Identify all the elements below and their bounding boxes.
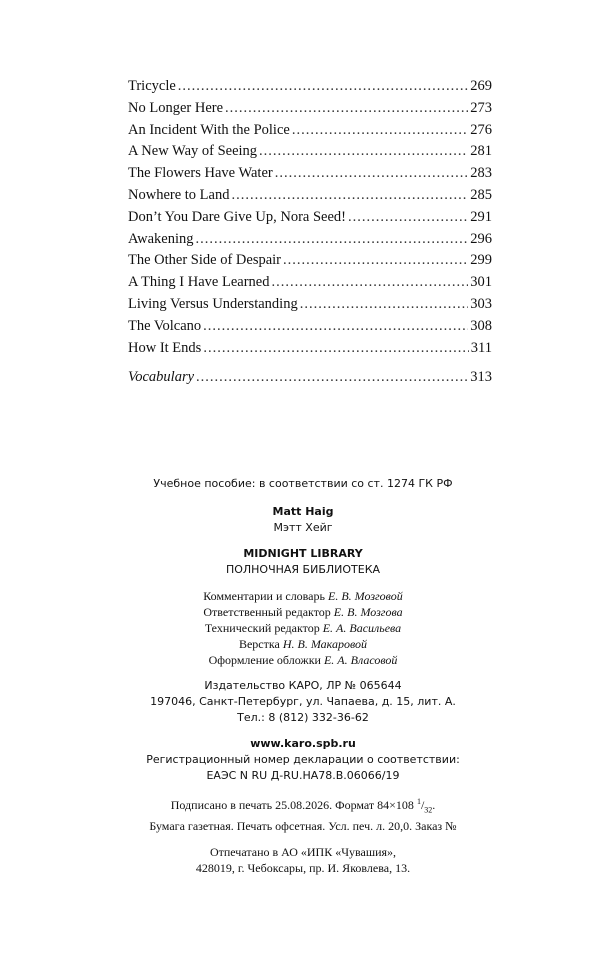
toc-entry-title: Vocabulary bbox=[128, 369, 195, 386]
toc-entry-title: The Flowers Have Water bbox=[128, 165, 273, 182]
toc-entry-page: 296 bbox=[470, 230, 492, 247]
author-en: Matt Haig bbox=[272, 505, 334, 518]
credit-role: Комментарии и словарь bbox=[203, 589, 325, 603]
printer-address: 428019, г. Чебоксары, пр. И. Яковлева, 13. bbox=[195, 861, 411, 876]
credit-role: Ответственный редактор bbox=[203, 605, 331, 619]
credit-name: Е. В. Мозговой bbox=[327, 589, 403, 603]
toc-entry bbox=[128, 187, 492, 209]
toc-entry bbox=[128, 252, 492, 274]
toc-entry-page: 308 bbox=[470, 317, 492, 334]
toc-leader-dots bbox=[292, 122, 468, 139]
toc-entry-page: 269 bbox=[470, 78, 492, 94]
toc-entry-title: Don’t You Dare Give Up, Nora Seed! bbox=[128, 208, 347, 225]
toc-leader-dots bbox=[231, 187, 468, 204]
toc-leader-dots bbox=[225, 100, 468, 117]
toc-entry bbox=[128, 231, 492, 253]
toc-entry-page: 281 bbox=[470, 143, 492, 160]
publisher: Издательство КАРО, ЛР № 065644 bbox=[204, 679, 402, 692]
toc-entry-page: 311 bbox=[470, 339, 492, 356]
toc-entry-page: 285 bbox=[470, 186, 492, 203]
toc-entry bbox=[128, 100, 492, 122]
toc-leader-dots bbox=[348, 209, 468, 226]
signed-line: Подписано в печать 25.08.2026. Формат 84×108 $^1/_{32}$. bbox=[170, 797, 436, 815]
publisher-phone: Тел.: 8 (812) 332-36-62 bbox=[237, 711, 369, 724]
toc-entry bbox=[128, 122, 492, 144]
format-sub: 32 bbox=[424, 805, 433, 815]
credit-line bbox=[0, 652, 606, 668]
toc-entry-title: Living Versus Understanding bbox=[128, 295, 298, 312]
toc-entry-title: No Longer Here bbox=[128, 99, 224, 116]
credit-name: Н. В. Макаровой bbox=[282, 637, 368, 651]
credit-name: Е. В. Мозгова bbox=[333, 605, 403, 619]
toc-entry bbox=[128, 340, 492, 362]
author-ru: Мэтт Хейг bbox=[273, 521, 333, 534]
toc-entry-page: 313 bbox=[470, 369, 492, 386]
declaration-number: ЕАЭС N RU Д-RU.НА78.В.06066/19 bbox=[206, 769, 400, 782]
toc-entry-title: A New Way of Seeing bbox=[128, 143, 258, 160]
toc-leader-dots bbox=[259, 143, 468, 160]
toc-entry-page: 299 bbox=[470, 252, 492, 269]
title-en: MIDNIGHT LIBRARY bbox=[243, 547, 363, 560]
toc-entry bbox=[128, 78, 492, 100]
credit-role: Верстка bbox=[238, 637, 280, 651]
signed-text: Подписано в печать 25.08.2026. Формат 84×108 bbox=[170, 798, 417, 812]
imprint-block bbox=[0, 476, 606, 876]
toc-entry-title: How It Ends bbox=[128, 339, 202, 356]
edu-note: Учебное пособие: в соответствии со ст. 1274 ГК РФ bbox=[153, 477, 453, 490]
toc-leader-dots bbox=[196, 369, 468, 386]
declaration-label: Регистрационный номер декларации о соответствии: bbox=[146, 753, 460, 766]
toc-leader-dots bbox=[300, 296, 469, 313]
toc-entry-page: 273 bbox=[470, 99, 492, 116]
toc-leader-dots bbox=[178, 78, 468, 95]
toc-entry-title: A Thing I Have Learned bbox=[128, 274, 270, 291]
signed-suffix: . bbox=[432, 798, 436, 812]
toc-entry-page: 301 bbox=[470, 274, 492, 291]
toc-leader-dots bbox=[283, 252, 468, 269]
toc-entry bbox=[128, 296, 492, 318]
toc-leader-dots bbox=[203, 340, 468, 357]
title-ru: ПОЛНОЧНАЯ БИБЛИОТЕКА bbox=[225, 563, 381, 576]
toc-entry-title: An Incident With the Police bbox=[128, 121, 290, 138]
toc-entry bbox=[128, 143, 492, 165]
toc-entry-page: 276 bbox=[470, 121, 492, 138]
website-link: www.karo.spb.ru bbox=[250, 737, 356, 750]
printed-at: Отпечатано в АО «ИПК «Чувашия», bbox=[209, 845, 397, 860]
toc-leader-dots bbox=[275, 165, 469, 182]
credit-line bbox=[0, 604, 606, 620]
toc-leader-dots bbox=[271, 274, 468, 291]
toc-entry-page: 291 bbox=[470, 208, 492, 225]
credit-line bbox=[0, 588, 606, 604]
toc-entry bbox=[128, 274, 492, 296]
toc-entry-title: Nowhere to Land bbox=[128, 186, 230, 203]
toc-leader-dots bbox=[203, 318, 468, 335]
toc-entry-page: 303 bbox=[470, 295, 492, 312]
table-of-contents bbox=[128, 78, 492, 391]
toc-entry bbox=[128, 165, 492, 187]
credit-role: Оформление обложки bbox=[208, 653, 321, 667]
credit-line bbox=[0, 620, 606, 636]
publisher-address: 197046, Санкт-Петербург, ул. Чапаева, д. 15, лит. А. bbox=[150, 695, 456, 708]
credit-role: Технический редактор bbox=[204, 621, 320, 635]
toc-entry-title: Awakening bbox=[128, 230, 194, 247]
toc-entry-title: The Other Side of Despair bbox=[128, 252, 282, 269]
toc-leader-dots bbox=[196, 231, 469, 248]
toc-entry-vocabulary bbox=[128, 369, 492, 391]
format-sup: 1 bbox=[416, 797, 421, 806]
toc-entry-title: The Volcano bbox=[128, 317, 202, 334]
credit-line bbox=[0, 636, 606, 652]
toc-entry bbox=[128, 318, 492, 340]
credit-name: Е. А. Васильева bbox=[322, 621, 402, 635]
paper-line: Бумага газетная. Печать офсетная. Усл. печ. л. 20,0. Заказ № bbox=[149, 819, 457, 834]
toc-entry-title: Tricycle bbox=[128, 78, 176, 94]
credit-name: Е. А. Власовой bbox=[323, 653, 398, 667]
toc-entry-page: 283 bbox=[470, 165, 492, 182]
toc-entry bbox=[128, 209, 492, 231]
